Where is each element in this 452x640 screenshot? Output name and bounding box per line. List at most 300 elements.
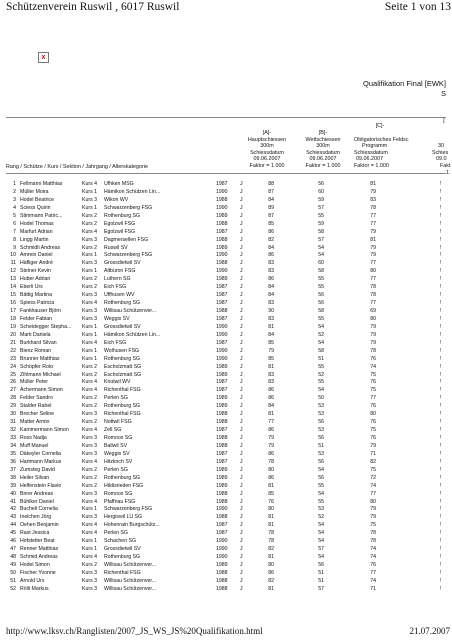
cell-name: Hodel Simon [20,562,50,568]
cell-c: 80 [370,268,376,275]
cell-year: 1987 [216,228,228,235]
cell-d: ! [440,403,442,410]
cell-b: 55 [318,212,324,219]
cell-a: 81 [268,514,274,521]
cell-a: 83 [268,371,274,378]
cell-d: ! [440,546,442,553]
cell-c: 75 [370,387,376,394]
cell-b: 54 [318,554,324,561]
cell-a: 84 [268,196,274,203]
cell-rank: 38 [10,474,16,481]
cell-cat: J [240,363,243,370]
cell-b: 55 [318,482,324,489]
cell-d: ! [440,585,442,592]
cell-rank: 12 [10,268,16,275]
cell-rank: 1 [13,181,16,187]
cell-course: Kurs 4 [82,530,97,537]
cell-name: Felder Fabian [20,315,53,322]
cell-c: 74 [370,554,376,561]
table-row [6,237,452,245]
cell-course: Kurs 1 [82,323,97,330]
cell-a: 80 [268,506,274,513]
cell-rank: 45 [10,530,16,537]
cell-b: 54 [318,466,324,473]
column-b-header [292,130,354,170]
cell-c: 77 [370,260,376,267]
cell-name: Zumsteg David [20,466,55,473]
cell-b: 56 [318,474,324,481]
cell-name: Hofstetter Beat [20,538,55,545]
cell-course: Kurs 4 [82,522,97,529]
cell-c: 79 [370,252,376,259]
cell-d: ! [440,300,442,307]
cell-rank: 7 [13,228,16,235]
cell-a: 86 [268,474,274,481]
cell-cat: J [240,181,243,187]
cell-a: 85 [268,339,274,346]
cell-a: 83 [268,260,274,267]
cell-name: Schmid Andreas [20,554,58,561]
cell-d: ! [440,482,442,489]
cell-rank: 51 [10,577,16,584]
cell-c: 80 [370,411,376,418]
cell-c: 82 [370,458,376,465]
cell-section: Schwarzenberg FSG [104,506,153,513]
cell-year: 1988 [216,220,228,227]
broken-image-icon: x [38,52,49,63]
cell-a: 81 [268,323,274,330]
cell-cat: J [240,427,243,434]
column-b-line2: 300m [316,143,330,150]
cell-year: 1990 [216,252,228,259]
cell-b: 51 [318,442,324,449]
cell-name: Eberli Urs [20,284,43,291]
cell-section: Perlen SG [104,466,128,473]
cell-d: ! [440,458,442,465]
column-d-label: [ [443,118,445,124]
cell-year: 1988 [216,435,228,441]
cell-rank: 13 [10,276,16,283]
column-d-tail: 1. [446,169,451,176]
cell-cat: J [240,458,243,465]
cell-a: 85 [268,355,274,362]
cell-name: Fischer Yvonne [20,569,56,576]
cell-d: ! [440,569,442,576]
cell-b: 56 [318,562,324,568]
cell-b: 58 [318,308,324,314]
cell-year: 1987 [216,427,228,434]
cell-d: ! [440,411,442,418]
cell-rank: 30 [10,411,16,418]
cell-cat: J [240,347,243,354]
cell-rank: 48 [10,554,16,561]
cell-course: Kurs 3 [82,411,97,418]
cell-year: 1990 [216,331,228,338]
cell-course: Kurs 4 [82,554,97,561]
cell-section: Ruswil SV [104,244,128,251]
cell-d: ! [440,292,442,299]
cell-name: Muff Manuel [20,442,49,449]
cell-a: 80 [268,562,274,568]
table-row [6,372,452,380]
cell-year: 1987 [216,522,228,529]
cell-year: 1988 [216,308,228,314]
cell-a: 86 [268,427,274,434]
cell-section: Schwarzenberg FSG [104,252,153,259]
cell-d: ! [440,268,442,275]
cell-d: ! [440,506,442,513]
cell-a: 90 [268,308,274,314]
table-row [6,427,452,435]
cell-year: 1989 [216,212,228,219]
cell-c: 79 [370,228,376,235]
cell-section: Willisau Schützenver... [104,562,157,568]
cell-c: 77 [370,212,376,219]
cell-b: 53 [318,450,324,457]
cell-section: Perlen SG [104,530,128,537]
cell-section: Romoos SG [104,435,133,441]
cell-d: ! [440,442,442,449]
cell-course: Kurs 1 [82,331,97,338]
cell-c: 75 [370,466,376,473]
cell-c: 76 [370,403,376,410]
table-row [6,324,452,332]
cell-b: 52 [318,514,324,521]
cell-rank: 47 [10,546,16,553]
table-row [6,284,452,292]
table-row [6,221,452,229]
cell-year: 1987 [216,450,228,457]
cell-year: 1990 [216,323,228,330]
cell-d: ! [440,355,442,362]
cell-course: Kurs 4 [82,387,97,394]
cell-section: Zell SG [104,427,122,434]
cell-section: Rothenburg SG [104,474,141,481]
cell-cat: J [240,585,243,592]
cell-name: Matter Armin [20,419,50,426]
cell-name: Stimmann Patric... [20,212,63,219]
cell-course: Kurs 2 [82,403,97,410]
cell-b: 54 [318,530,324,537]
cell-section: Egolzwil FSG [104,220,136,227]
table-row [6,467,452,475]
cell-course: Kurs 2 [82,371,97,378]
cell-name: Müller Peter [20,379,48,386]
cell-year: 1989 [216,276,228,283]
cell-a: 84 [268,403,274,410]
cell-course: Kurs 3 [82,315,97,322]
cell-d: ! [440,260,442,267]
cell-d: ! [440,419,442,426]
cell-rank: 17 [10,308,16,314]
table-row [6,260,452,268]
cell-b: 52 [318,331,324,338]
cell-cat: J [240,228,243,235]
cell-cat: J [240,212,243,219]
cell-cat: J [240,522,243,529]
table-row [6,268,452,276]
cell-b: 57 [318,204,324,211]
column-a-factor: Faktor = 1.000 [249,162,285,169]
cell-rank: 14 [10,284,16,291]
table-row [6,435,452,443]
cell-year: 1988 [216,577,228,584]
cell-section: Schwarzenberg FSG [104,204,153,211]
cell-b: 53 [318,506,324,513]
cell-a: 78 [268,530,274,537]
cell-a: 79 [268,347,274,354]
cell-c: 80 [370,315,376,322]
cell-section: Rothenburg SG [104,554,141,561]
cell-cat: J [240,268,243,275]
column-a-label: [A]- [262,130,272,136]
table-row [6,411,452,419]
column-c-factor: Faktor = 1.000 [354,162,389,169]
cell-rank: 46 [10,538,16,545]
cell-year: 1990 [216,204,228,211]
cell-course: Kurs 1 [82,355,97,362]
cell-course: Kurs 2 [82,419,97,426]
cell-rank: 33 [10,435,16,441]
cell-c: 80 [370,498,376,505]
cell-section: Wolhusen FSG [104,347,140,354]
cell-year: 1989 [216,482,228,489]
cell-section: Pfaffnau FSG [104,498,136,505]
cell-cat: J [240,284,243,291]
cell-d: ! [440,387,442,394]
cell-b: 57 [318,546,324,553]
cell-rank: 15 [10,292,16,299]
cell-name: Bättig Martina [20,292,53,299]
cell-year: 1989 [216,562,228,568]
cell-b: 58 [318,347,324,354]
cell-d: ! [440,371,442,378]
cell-name: Sciess Quirin [20,204,51,211]
cell-cat: J [240,387,243,394]
cell-section: Grossdietwil SV [104,323,141,330]
cell-course: Kurs 3 [82,260,97,267]
cell-a: 84 [268,244,274,251]
cell-course: Kurs 3 [82,196,97,203]
cell-c: 79 [370,506,376,513]
table-row [6,459,452,467]
table-row [6,189,452,197]
cell-rank: 24 [10,363,16,370]
cell-c: 76 [370,419,376,426]
cell-name: Felder Sandro [20,395,53,402]
cell-section: Egolzwil FSG [104,228,136,235]
cell-c: 77 [370,490,376,497]
cell-section: Schachen SG [104,538,137,545]
cell-cat: J [240,482,243,489]
divider [6,173,446,174]
cell-section: Perlen SG [104,395,128,402]
cell-section: Rothenburg SG [104,403,141,410]
cell-course: Kurs 2 [82,474,97,481]
column-d-header [426,143,452,176]
cell-a: 82 [268,236,274,243]
table-row [6,562,452,570]
table-row [6,229,452,237]
cell-rank: 26 [10,379,16,386]
cell-b: 54 [318,387,324,394]
cell-b: 53 [318,427,324,434]
cell-rank: 49 [10,562,16,568]
cell-c: 75 [370,522,376,529]
table-row [6,546,452,554]
cell-d: ! [440,252,442,259]
column-b-label: [B]- [318,130,328,136]
cell-year: 1988 [216,498,228,505]
cell-d: ! [440,181,442,187]
cell-course: Kurs 2 [82,466,97,473]
cell-b: 51 [318,569,324,576]
cell-name: Lingg Martin [20,236,49,243]
cell-course: Kurs 4 [82,458,97,465]
cell-cat: J [240,450,243,457]
cell-section: Willisau Schützenver... [104,577,157,584]
cell-year: 1987 [216,530,228,537]
cell-cat: J [240,490,243,497]
cell-year: 1988 [216,196,228,203]
column-a-line1: Hauptschiessen [247,136,287,143]
cell-course: Kurs 2 [82,482,97,489]
cell-name: Amrein Daniel [20,252,53,259]
cell-b: 50 [318,395,324,402]
cell-cat: J [240,442,243,449]
column-a-line2: 300m [260,143,274,150]
cell-rank: 18 [10,315,16,322]
cell-d: ! [440,395,442,402]
cell-b: 56 [318,419,324,426]
cell-course: Kurs 1 [82,546,97,553]
cell-rank: 3 [13,196,16,203]
cell-course: Kurs 4 [82,498,97,505]
cell-section: Weggis SV [104,315,130,322]
cell-rank: 19 [10,323,16,330]
document-title-line1: Qualifikation Final [EWK] [363,79,446,88]
cell-c: 79 [370,323,376,330]
cell-d: ! [440,498,442,505]
cell-year: 1987 [216,300,228,307]
cell-cat: J [240,323,243,330]
cell-cat: J [240,339,243,346]
cell-d: ! [440,490,442,497]
table-row [6,245,452,253]
cell-cat: J [240,276,243,283]
footer-url[interactable]: http://www.lksv.ch/Ranglisten/2007_JS_WS_JS%20Qualifikation.html [6,626,263,636]
cell-c: 75 [370,427,376,434]
cell-cat: J [240,530,243,537]
cell-year: 1988 [216,514,228,521]
cell-c: 78 [370,347,376,354]
cell-rank: 22 [10,347,16,354]
cell-c: 83 [370,196,376,203]
cell-d: ! [440,347,442,354]
page-header-title: Schützenverein Ruswil , 6017 Ruswil [6,1,180,13]
cell-d: ! [440,339,442,346]
table-row [6,356,452,364]
cell-year: 1987 [216,292,228,299]
cell-c: 79 [370,188,376,195]
cell-d: ! [440,562,442,568]
cell-c: 79 [370,514,376,521]
cell-section: Hitzkirch SV [104,458,133,465]
table-row [6,379,452,387]
cell-rank: 52 [10,585,16,592]
cell-d: ! [440,331,442,338]
cell-cat: J [240,188,243,195]
cell-cat: J [240,236,243,243]
cell-a: 81 [268,585,274,592]
cell-course: Kurs 4 [82,181,97,187]
cell-course: Kurs 4 [82,339,97,346]
cell-d: ! [440,204,442,211]
cell-year: 1988 [216,260,228,267]
cell-c: 74 [370,363,376,370]
table-row [6,578,452,586]
table-row [6,205,452,213]
cell-b: 59 [318,220,324,227]
cell-course: Kurs 1 [82,506,97,513]
cell-a: 85 [268,220,274,227]
cell-d: ! [440,514,442,521]
cell-a: 81 [268,482,274,489]
cell-a: 89 [268,204,274,211]
cell-d: ! [440,427,442,434]
cell-name: Fankhauser Björn [20,308,61,314]
table-row [6,586,452,594]
cell-year: 1988 [216,442,228,449]
cell-a: 86 [268,387,274,394]
cell-rank: 20 [10,331,16,338]
cell-section: Richenthal FSG [104,387,141,394]
cell-name: Müller Moira [20,188,49,195]
cell-year: 1990 [216,347,228,354]
cell-d: ! [440,308,442,314]
cell-course: Kurs 4 [82,379,97,386]
cell-course: Kurs 4 [82,300,97,307]
table-row [6,213,452,221]
cell-course: Kurs 3 [82,442,97,449]
cell-section: Ufhken MSG [104,181,134,187]
cell-section: Luthern SG [104,276,131,283]
cell-c: 72 [370,474,376,481]
cell-section: Eich FSG [104,284,127,291]
cell-b: 55 [318,363,324,370]
cell-b: 53 [318,411,324,418]
cell-d: ! [440,530,442,537]
cell-c: 69 [370,308,376,314]
cell-year: 1987 [216,458,228,465]
cell-cat: J [240,403,243,410]
cell-section: Knutwil WV [104,379,131,386]
cell-b: 56 [318,435,324,441]
cell-d: ! [440,577,442,584]
cell-b: 54 [318,538,324,545]
cell-name: Rast Jessica [20,530,50,537]
cell-cat: J [240,204,243,211]
cell-rank: 2 [13,188,16,195]
cell-d: ! [440,435,442,441]
cell-d: ! [440,466,442,473]
table-row [6,506,452,514]
divider [6,117,446,118]
cell-name: Häfliger André [20,260,53,267]
cell-name: Renner Matthias [20,546,59,553]
cell-rank: 23 [10,355,16,362]
cell-b: 59 [318,196,324,203]
